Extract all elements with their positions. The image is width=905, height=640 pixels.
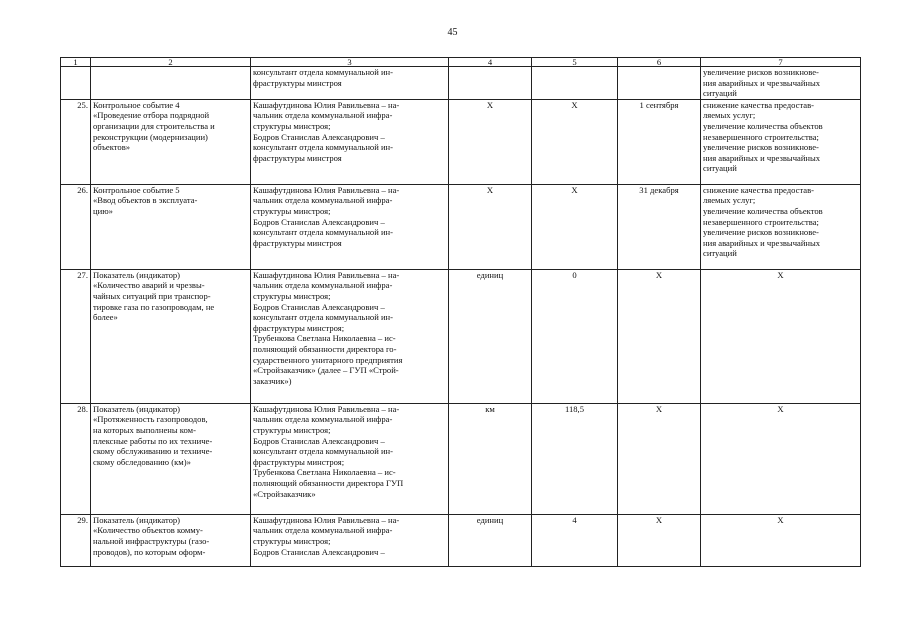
event-name xyxy=(91,184,251,269)
text-line: «Количество аварий и чрезвы- xyxy=(93,280,205,291)
text-line: фраструктуры минстроя xyxy=(253,77,342,88)
text-line: организации для строительства и xyxy=(93,120,215,131)
responsible-persons xyxy=(251,269,449,403)
text-line: проводов), по которым оформ- xyxy=(93,546,206,557)
text-line: нальной инфраструктуры (газо- xyxy=(93,535,210,546)
text-line: консультант отдела коммунальной ин- xyxy=(253,227,394,238)
text-line: увеличение рисков возникнове- xyxy=(703,227,819,238)
row-number: 28. xyxy=(61,403,91,514)
text-line: более» xyxy=(93,312,118,323)
text-line: чальник отдела коммунальной инфра- xyxy=(253,110,393,121)
text-line: тировке газа по газопроводам, не xyxy=(93,301,215,312)
table-row xyxy=(61,184,861,269)
row-number: 29. xyxy=(61,514,91,566)
responsible-persons xyxy=(251,514,449,566)
text-line: Бодров Станислав Александрович – xyxy=(253,435,385,446)
text-line: «Ввод объектов в эксплуата- xyxy=(93,195,198,206)
text-line: ситуаций xyxy=(703,248,737,259)
text-line: чайных ситуаций при транспор- xyxy=(93,290,211,301)
text-line: плексные работы по их техниче- xyxy=(93,435,213,446)
text-line: «Количество объектов комму- xyxy=(93,525,203,536)
text-line: увеличение количества объектов xyxy=(703,205,823,216)
text-line: фраструктуры минстроя; xyxy=(253,322,345,333)
consequences-cell: X xyxy=(701,514,861,566)
text-line: на которых выполнены ком- xyxy=(93,424,196,435)
text-line: чальник отдела коммунальной инфра- xyxy=(253,195,393,206)
text-line: сударственного унитарного предприятия xyxy=(253,354,403,365)
text-line: ния аварийных и чрезвычайных xyxy=(703,77,821,88)
text-line: структуры минстроя; xyxy=(253,535,331,546)
table-row xyxy=(61,99,861,184)
text-line: цию» xyxy=(93,205,113,216)
text-line: незавершенного строительства; xyxy=(703,216,819,227)
row-number: 26. xyxy=(61,184,91,269)
text-line: Бодров Станислав Александрович – xyxy=(253,216,385,227)
unit-cell: X xyxy=(449,99,532,184)
text-line: полняющий обязанности директора го- xyxy=(253,343,397,354)
indicator-name xyxy=(91,514,251,566)
text-line: Бодров Станислав Александрович – xyxy=(253,301,385,312)
column-number-7: 7 xyxy=(701,58,861,67)
text-line: «Стройзаказчик» xyxy=(253,488,316,499)
text-line: структуры минстроя; xyxy=(253,424,331,435)
text-line: Кашафутдинова Юлия Равильевна – на- xyxy=(253,403,400,414)
column-number-row xyxy=(61,58,861,67)
text-line: объектов» xyxy=(93,142,131,153)
page-number: 45 xyxy=(447,27,458,38)
value-cell: 4 xyxy=(532,514,618,566)
text-line: консультант отдела коммунальной ин- xyxy=(253,67,394,77)
continuation-row xyxy=(61,67,861,100)
consequences-cell: X xyxy=(701,403,861,514)
text-line: ния аварийных и чрезвычайных xyxy=(703,237,821,248)
text-line: ния аварийных и чрезвычайных xyxy=(703,152,821,163)
text-line: Бодров Станислав Александрович – xyxy=(253,546,385,557)
text-line: снижение качества предостав- xyxy=(703,99,815,110)
text-line: «Стройзаказчик» (далее – ГУП «Строй- xyxy=(253,365,399,376)
text-line: консультант отдела коммунальной ин- xyxy=(253,142,394,153)
text-line: консультант отдела коммунальной ин- xyxy=(253,446,394,457)
text-line: Кашафутдинова Юлия Равильевна – на- xyxy=(253,99,400,110)
deadline-cell xyxy=(618,67,701,100)
text-line: скому обслуживанию и техниче- xyxy=(93,446,213,457)
responsible-persons xyxy=(251,403,449,514)
table-row xyxy=(61,514,861,566)
deadline-cell: X xyxy=(618,403,701,514)
column-number-4: 4 xyxy=(449,58,532,67)
text-line: Показатель (индикатор) xyxy=(93,403,181,414)
text-line: увеличение количества объектов xyxy=(703,120,823,131)
column-number-3: 3 xyxy=(251,58,449,67)
text-line: чальник отдела коммунальной инфра- xyxy=(253,280,393,291)
text-line: увеличение рисков возникнове- xyxy=(703,142,819,153)
text-line: ситуаций xyxy=(703,88,737,99)
column-number-2: 2 xyxy=(91,58,251,67)
indicator-name xyxy=(91,269,251,403)
text-line: Показатель (индикатор) xyxy=(93,269,181,280)
text-line: чальник отдела коммунальной инфра- xyxy=(253,525,393,536)
text-line: фраструктуры минстроя; xyxy=(253,456,345,467)
text-line: структуры минстроя; xyxy=(253,205,331,216)
text-line: консультант отдела коммунальной ин- xyxy=(253,312,394,323)
text-line: Бодров Станислав Александрович – xyxy=(253,131,385,142)
value-cell: 118,5 xyxy=(532,403,618,514)
text-line: Кашафутдинова Юлия Равильевна – на- xyxy=(253,514,400,525)
unit-cell: единиц xyxy=(449,514,532,566)
text-line: структуры минстроя; xyxy=(253,120,331,131)
column-number-5: 5 xyxy=(532,58,618,67)
text-line: «Проведение отбора подрядной xyxy=(93,110,210,121)
text-line: незавершенного строительства; xyxy=(703,131,819,142)
responsible-persons xyxy=(251,184,449,269)
text-line: фраструктуры минстроя xyxy=(253,237,342,248)
value-cell: 0 xyxy=(532,269,618,403)
responsible-persons xyxy=(251,99,449,184)
unit-cell xyxy=(449,67,532,100)
text-line: увеличение рисков возникнове- xyxy=(703,67,819,77)
consequences-cell xyxy=(701,99,861,184)
text-line: заказчик») xyxy=(253,375,292,386)
table-row xyxy=(61,403,861,514)
text-line: скому обследованию (км)» xyxy=(93,456,191,467)
value-cell: X xyxy=(532,99,618,184)
text-line: Трубенкова Светлана Николаевна – ис- xyxy=(253,467,396,478)
column-number-1: 1 xyxy=(61,58,91,67)
value-cell: X xyxy=(532,184,618,269)
row-number: 27. xyxy=(61,269,91,403)
indicator-name xyxy=(91,403,251,514)
text-line: полняющий обязанности директора ГУП xyxy=(253,477,404,488)
deadline-cell: 31 декабря xyxy=(618,184,701,269)
unit-cell: единиц xyxy=(449,269,532,403)
row-number: 25. xyxy=(61,99,91,184)
text-line: Трубенкова Светлана Николаевна – ис- xyxy=(253,333,396,344)
table-row xyxy=(61,269,861,403)
consequences-cell: X xyxy=(701,269,861,403)
consequences-cell xyxy=(701,67,861,100)
value-cell xyxy=(532,67,618,100)
text-line: Кашафутдинова Юлия Равильевна – на- xyxy=(253,269,400,280)
text-line: ляемых услуг; xyxy=(703,110,756,121)
text-line: ситуаций xyxy=(703,163,737,174)
responsible-persons xyxy=(251,67,449,100)
text-line: фраструктуры минстроя xyxy=(253,152,342,163)
deadline-cell: X xyxy=(618,514,701,566)
consequences-cell xyxy=(701,184,861,269)
event-name xyxy=(91,99,251,184)
row-number xyxy=(61,67,91,100)
text-line: структуры минстроя; xyxy=(253,290,331,301)
text-line: чальник отдела коммунальной инфра- xyxy=(253,414,393,425)
deadline-cell: X xyxy=(618,269,701,403)
text-line: «Протяженность газопроводов, xyxy=(93,414,208,425)
deadline-cell: 1 сентября xyxy=(618,99,701,184)
event-name xyxy=(91,67,251,100)
text-line: снижение качества предостав- xyxy=(703,184,815,195)
text-line: Контрольное событие 5 xyxy=(93,184,180,195)
text-line: реконструкции (модернизации) xyxy=(93,131,208,142)
text-line: Контрольное событие 4 xyxy=(93,99,180,110)
unit-cell: км xyxy=(449,403,532,514)
text-line: Показатель (индикатор) xyxy=(93,514,181,525)
plan-table xyxy=(60,57,861,567)
column-number-6: 6 xyxy=(618,58,701,67)
text-line: Кашафутдинова Юлия Равильевна – на- xyxy=(253,184,400,195)
text-line: ляемых услуг; xyxy=(703,195,756,206)
unit-cell: X xyxy=(449,184,532,269)
